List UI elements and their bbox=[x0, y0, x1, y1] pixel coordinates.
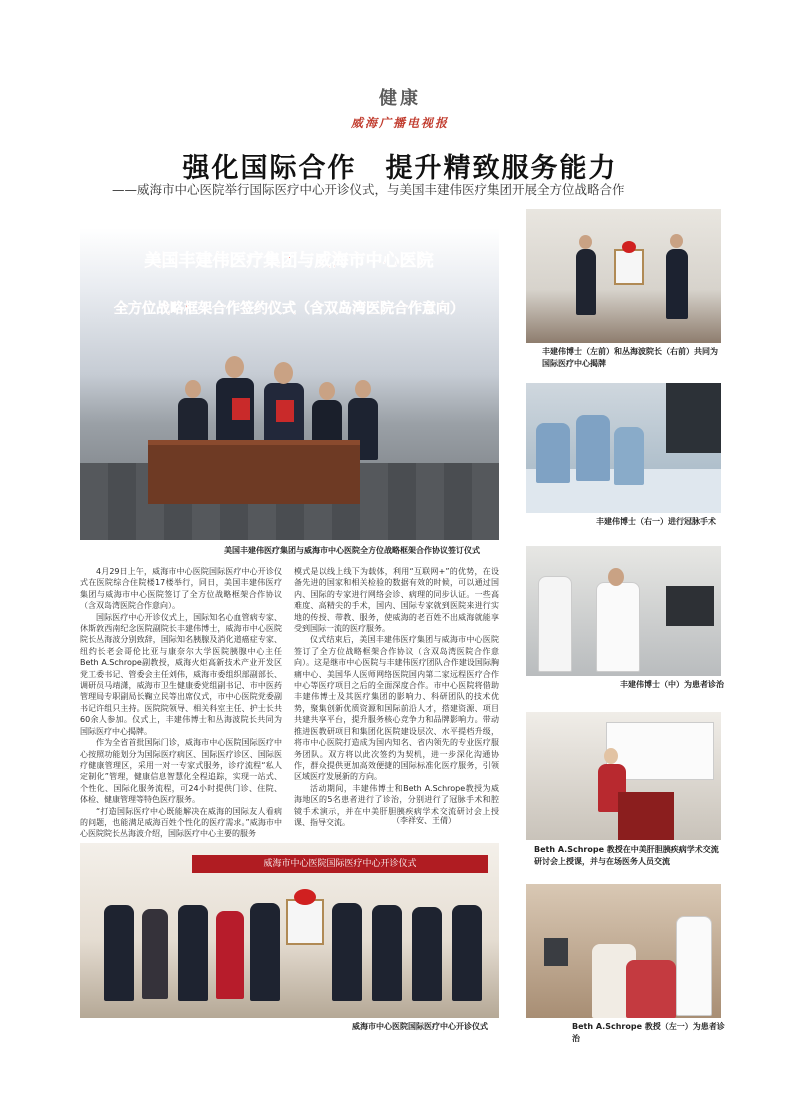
ceremony-banner: 威海市中心医院国际医疗中心开诊仪式 bbox=[192, 855, 488, 873]
red-ribbon bbox=[294, 889, 316, 905]
plaque bbox=[286, 899, 324, 945]
person-head bbox=[608, 568, 624, 586]
byline: （李祥安、王倩） bbox=[392, 816, 456, 825]
person bbox=[332, 903, 362, 1001]
doctor bbox=[596, 582, 640, 672]
paragraph: 作为全省首批国际门诊，威海市中心医院国际医疗中心按照功能划分为国际医疗病区、国际医疗诊区、国际医疗健康管理区，采用一对一专家式服务，诊疗流程“私人定制化”管理，健康信息智慧化全程追踪，实现一站式、个性化、国际化服务流程，可24小时提供门诊、住院、体检、健康管理等特色医疗服务。 bbox=[80, 738, 282, 805]
caption-main: 美国丰建伟医疗集团与威海市中心医院全方位战略框架合作协议签订仪式 bbox=[224, 546, 480, 555]
doctor bbox=[676, 916, 712, 1016]
caption-lecture: Beth A.Schrope 教授在中美肝胆胰疾病学术交流研讨会上授课，并与在场医务人员交流 bbox=[534, 845, 719, 866]
person bbox=[452, 905, 482, 1001]
subheadline: ——威海市中心医院举行国际医疗中心开诊仪式，与美国丰建伟医疗集团开展全方位战略合作 bbox=[112, 182, 625, 197]
person-head bbox=[579, 235, 592, 249]
photo-lecture bbox=[526, 712, 721, 840]
red-folder bbox=[276, 400, 294, 422]
person-head bbox=[274, 362, 293, 384]
person bbox=[216, 911, 244, 999]
person bbox=[142, 909, 168, 999]
section-title: 健康 bbox=[379, 88, 421, 109]
caption-professor-consultation: Beth A.Schrope 教授（左一）为患者诊治 bbox=[572, 1022, 725, 1043]
doctor bbox=[538, 576, 572, 672]
person bbox=[666, 249, 688, 319]
patient bbox=[626, 960, 676, 1018]
red-ribbon bbox=[622, 241, 636, 253]
paragraph: 活动期间，丰建伟博士和Beth A.Schrope教授为威海地区的5名患者进行了诊治，分别进行了冠脉手术和腔镜手术演示，并在中美肝胆胰疾病学术交流研讨会上授课、指导交流。 bbox=[294, 783, 499, 827]
photo-plaque-unveiling bbox=[526, 209, 721, 343]
article-column-1 bbox=[80, 566, 282, 840]
banner-line-2: 全方位战略框架合作签约仪式（含双岛湾医院合作意向） bbox=[114, 301, 464, 317]
caption-cardiac-surgery: 丰建伟博士（右一）进行冠脉手术 bbox=[596, 517, 716, 526]
person-head bbox=[604, 748, 618, 764]
caption-patient-diagnosis: 丰建伟博士（中）为患者诊治 bbox=[620, 680, 724, 689]
ultrasound-monitor bbox=[666, 586, 714, 626]
person-head bbox=[225, 356, 244, 378]
computer-monitor bbox=[544, 938, 568, 966]
podium bbox=[618, 792, 674, 840]
person bbox=[104, 905, 134, 1001]
banner-line-1: 美国丰建伟医疗集团与威海市中心医院 bbox=[144, 251, 434, 271]
photo-cardiac-surgery bbox=[526, 383, 721, 513]
paragraph: 模式是以线上线下为载体，利用“互联网+”的优势，在设备先进的国家和相关检验的数据有效的时候，可以通过国内、国际的专家进行网络会诊、病理的同步认证。一些高难度、高精尖的手术，国内、国际专家就到医院来进行实地的传授、带教、服务，使威海的老百姓不出威海就能享受到国际一流的医疗服务。 bbox=[294, 567, 499, 634]
signing-table bbox=[148, 440, 360, 504]
person bbox=[372, 905, 402, 1001]
surgeon bbox=[536, 423, 570, 483]
photo-patient-diagnosis bbox=[526, 546, 721, 676]
publication-brand: 威海广播电视报 bbox=[350, 116, 449, 130]
paragraph: 仪式结束后，美国丰建伟医疗集团与威海市中心医院签订了全方位战略框架合作协议（含双岛湾医院合作意向）。这是继市中心医院与丰建伟医疗团队合作建设国际胸痛中心、美国华人医师网络医院国内第二家远程医疗合作中心等医疗项目之后的全面深度合作。市中心医院将借助丰建伟博士及其医疗集团的影响力、科研团队的技术优势，聚集创新优质资源和国际前沿人才，搭建资源、项目共建共享平台，提升服务核心竞争力和品牌影响力。带动推进医教研项目和集团化医院建设层次、水平提档升级，将市中心医院打造成为国内知名、省内领先的专业医疗服务团队。双方将以此次签约为契机，进一步深化沟通协作，群众提供更加高效便捷的国际标准化医疗服务，引领区域医疗发展新的方向。 bbox=[294, 635, 499, 782]
surgeon bbox=[576, 415, 610, 481]
person-head bbox=[355, 380, 371, 398]
article-column-2 bbox=[294, 566, 499, 828]
paragraph: “打造国际医疗中心既能解决在威海的国际友人看病的问题，也能满足威海百姓个性化的医疗需求。”威海市中心医院院长丛海波介绍，国际医疗中心主要的服务 bbox=[80, 806, 282, 839]
paragraph: 4月29日上午，威海市中心医院国际医疗中心开诊仪式在医院综合住院楼17楼举行，同日，美国丰建伟医疗集团与威海市中心医院签订了全方位战略框架合作协议（含双岛湾医院合作意向）。 bbox=[80, 567, 282, 611]
person bbox=[576, 249, 596, 315]
caption-plaque-unveiling: 丰建伟博士（左前）和丛海波院长（右前）共同为国际医疗中心揭牌 bbox=[542, 347, 718, 368]
red-folder bbox=[232, 398, 250, 420]
photo-opening-ceremony bbox=[80, 843, 499, 1018]
person-head bbox=[185, 380, 201, 398]
person-head bbox=[319, 382, 335, 400]
caption-opening-ceremony: 威海市中心医院国际医疗中心开诊仪式 bbox=[352, 1022, 488, 1031]
headline: 强化国际合作 提升精致服务能力 bbox=[182, 153, 618, 184]
masthead bbox=[0, 84, 800, 131]
person bbox=[250, 903, 280, 1001]
surgeon bbox=[614, 427, 644, 485]
paragraph: 国际医疗中心开诊仪式上，国际知名心血管病专家、休斯敦西南纪念医院副院长丰建伟博士，威海市中心医院院长丛海波分别致辞，国际知名胰腺及消化道癌症专家、纽约长老会哥伦比亚与康奈尔大学医院胰腺中心主任Beth A.Schrope副教授，威海火炬高新技术产业开发区党工委书记、管委会主任刘伟，威海市委组织部副部长、调研员马靖潇，威海市卫生健康委党组副书记、市中医药管理局专职副局长鞠立民等出席仪式，市中心医院党委副书记许组只主持。医院院领导、相关科室主任、护士长共60余人参加。仪式上，丰建伟博士和丛海波院长共同为国际医疗中心揭牌。 bbox=[80, 612, 282, 736]
person bbox=[412, 907, 442, 1001]
person-head bbox=[670, 234, 683, 248]
monitor bbox=[666, 383, 721, 453]
photo-professor-consultation bbox=[526, 884, 721, 1018]
photo-signing-ceremony bbox=[80, 208, 499, 540]
person bbox=[178, 905, 208, 1001]
plaque bbox=[614, 249, 644, 285]
